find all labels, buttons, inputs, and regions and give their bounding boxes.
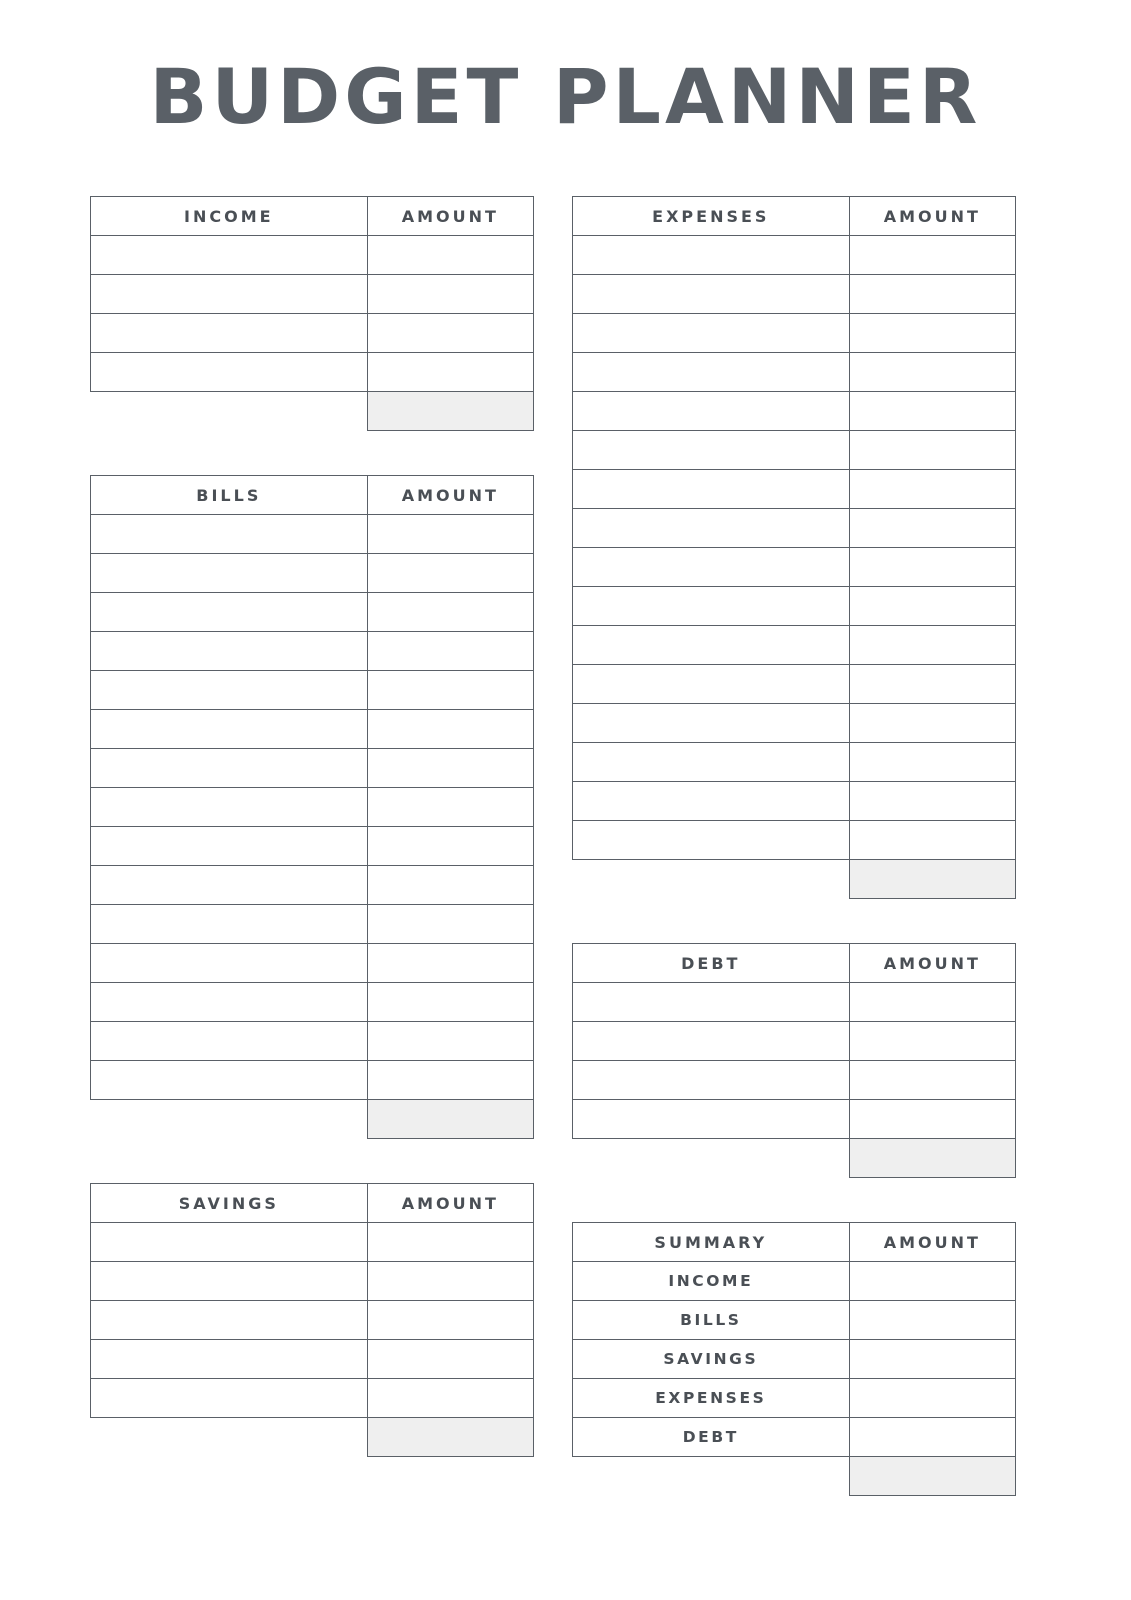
- right-column: [572, 196, 1016, 1496]
- expenses-row-amount[interactable]: [849, 470, 1015, 509]
- table-row: [573, 665, 1016, 704]
- spacer-debt-summary: [572, 1178, 1016, 1222]
- table-row: [573, 1418, 1016, 1457]
- table-row: [91, 788, 534, 827]
- expenses-row-label[interactable]: [573, 821, 850, 860]
- summary-total-amount[interactable]: [849, 1457, 1015, 1496]
- bills-row-label[interactable]: [91, 749, 368, 788]
- bills-row-label[interactable]: [91, 593, 368, 632]
- table-row: [91, 827, 534, 866]
- table-row: [91, 1022, 534, 1061]
- summary-row-amount[interactable]: [849, 1301, 1015, 1340]
- summary-header-row: [573, 1223, 1016, 1262]
- table-row: [91, 1340, 534, 1379]
- table-row: [91, 314, 534, 353]
- bills-row-label[interactable]: [91, 710, 368, 749]
- bills-row-amount[interactable]: [367, 671, 533, 710]
- income-body: [91, 236, 534, 431]
- table-row: [91, 275, 534, 314]
- income-total-amount[interactable]: [367, 392, 533, 431]
- savings-body: [91, 1223, 534, 1457]
- bills-row-label[interactable]: [91, 554, 368, 593]
- table-row: [573, 782, 1016, 821]
- table-row: [573, 1379, 1016, 1418]
- income-header-label: INCOME: [91, 197, 368, 236]
- bills-row-amount[interactable]: [367, 554, 533, 593]
- table-row: [573, 743, 1016, 782]
- table-row: [91, 554, 534, 593]
- expenses-header-amount: AMOUNT: [849, 197, 1015, 236]
- bills-header-amount: AMOUNT: [367, 476, 533, 515]
- expenses-row-label[interactable]: [573, 782, 850, 821]
- table-row: [91, 905, 534, 944]
- savings-total-amount[interactable]: [367, 1418, 533, 1457]
- savings-header-amount: AMOUNT: [367, 1184, 533, 1223]
- summary-row-label[interactable]: EXPENSES: [573, 1379, 850, 1418]
- expenses-header-row: [573, 197, 1016, 236]
- bills-row-label[interactable]: [91, 866, 368, 905]
- expenses-row-amount[interactable]: [849, 509, 1015, 548]
- summary-row-label[interactable]: BILLS: [573, 1301, 850, 1340]
- summary-row-amount[interactable]: [849, 1379, 1015, 1418]
- savings-row-amount[interactable]: [367, 1262, 533, 1301]
- table-row: [573, 353, 1016, 392]
- bills-total-spacer: [91, 1100, 368, 1139]
- table-row: [573, 431, 1016, 470]
- summary-total-row: [573, 1457, 1016, 1496]
- table-row: [91, 983, 534, 1022]
- bills-row-amount[interactable]: [367, 1061, 533, 1100]
- expenses-row-amount[interactable]: [849, 587, 1015, 626]
- bills-row-amount[interactable]: [367, 1022, 533, 1061]
- savings-row-amount[interactable]: [367, 1301, 533, 1340]
- expenses-row-label[interactable]: [573, 665, 850, 704]
- table-row: [573, 314, 1016, 353]
- expenses-row-amount[interactable]: [849, 314, 1015, 353]
- debt-row-label[interactable]: [573, 1100, 850, 1139]
- table-row: [91, 236, 534, 275]
- table-row: [573, 1100, 1016, 1139]
- expenses-row-amount[interactable]: [849, 236, 1015, 275]
- expenses-row-label[interactable]: [573, 353, 850, 392]
- table-row: [573, 626, 1016, 665]
- expenses-row-amount[interactable]: [849, 431, 1015, 470]
- debt-table: [572, 943, 1016, 1178]
- bills-table: [90, 475, 534, 1139]
- table-row: [91, 749, 534, 788]
- summary-header-amount: AMOUNT: [849, 1223, 1015, 1262]
- table-row: [573, 1340, 1016, 1379]
- income-row-amount[interactable]: [367, 353, 533, 392]
- debt-header-label: DEBT: [573, 944, 850, 983]
- income-row-label[interactable]: [91, 353, 368, 392]
- table-row: [573, 1022, 1016, 1061]
- debt-header-amount: AMOUNT: [849, 944, 1015, 983]
- expenses-row-label[interactable]: [573, 509, 850, 548]
- debt-row-label[interactable]: [573, 983, 850, 1022]
- savings-row-label[interactable]: [91, 1262, 368, 1301]
- debt-row-amount[interactable]: [849, 1061, 1015, 1100]
- bills-row-amount[interactable]: [367, 788, 533, 827]
- savings-row-label[interactable]: [91, 1301, 368, 1340]
- debt-body: [573, 983, 1016, 1178]
- bills-row-label[interactable]: [91, 827, 368, 866]
- expenses-total-row: [573, 860, 1016, 899]
- bills-row-label[interactable]: [91, 905, 368, 944]
- savings-header-label: SAVINGS: [91, 1184, 368, 1223]
- expenses-row-label[interactable]: [573, 704, 850, 743]
- expenses-row-amount[interactable]: [849, 704, 1015, 743]
- expenses-body: [573, 236, 1016, 899]
- bills-row-label[interactable]: [91, 632, 368, 671]
- summary-table: [572, 1222, 1016, 1496]
- table-row: [91, 671, 534, 710]
- savings-table: [90, 1183, 534, 1457]
- table-row: [573, 1061, 1016, 1100]
- summary-total-spacer: [573, 1457, 850, 1496]
- expenses-row-label[interactable]: [573, 743, 850, 782]
- bills-block: [90, 475, 534, 1139]
- debt-header-row: [573, 944, 1016, 983]
- expenses-row-label[interactable]: [573, 275, 850, 314]
- expenses-header-label: EXPENSES: [573, 197, 850, 236]
- table-row: [573, 470, 1016, 509]
- expenses-row-amount[interactable]: [849, 275, 1015, 314]
- expenses-row-label[interactable]: [573, 470, 850, 509]
- table-row: [91, 1262, 534, 1301]
- table-row: [91, 1061, 534, 1100]
- expenses-table: [572, 196, 1016, 899]
- summary-block: [572, 1222, 1016, 1496]
- bills-row-amount[interactable]: [367, 593, 533, 632]
- summary-row-label[interactable]: SAVINGS: [573, 1340, 850, 1379]
- income-row-label[interactable]: [91, 314, 368, 353]
- summary-row-label[interactable]: INCOME: [573, 1262, 850, 1301]
- table-row: [91, 632, 534, 671]
- income-row-label[interactable]: [91, 275, 368, 314]
- expenses-row-amount[interactable]: [849, 743, 1015, 782]
- table-row: [573, 275, 1016, 314]
- savings-row-amount[interactable]: [367, 1340, 533, 1379]
- bills-row-label[interactable]: [91, 1022, 368, 1061]
- summary-row-label[interactable]: DEBT: [573, 1418, 850, 1457]
- expenses-row-label[interactable]: [573, 587, 850, 626]
- savings-row-label[interactable]: [91, 1340, 368, 1379]
- income-block: [90, 196, 534, 431]
- bills-row-label[interactable]: [91, 983, 368, 1022]
- table-row: [573, 1301, 1016, 1340]
- table-row: [573, 704, 1016, 743]
- expenses-row-label[interactable]: [573, 548, 850, 587]
- savings-row-amount[interactable]: [367, 1379, 533, 1418]
- debt-row-label[interactable]: [573, 1061, 850, 1100]
- savings-block: [90, 1183, 534, 1457]
- spacer-bills-savings: [90, 1139, 534, 1183]
- expenses-row-amount[interactable]: [849, 665, 1015, 704]
- bills-row-amount[interactable]: [367, 632, 533, 671]
- debt-total-amount[interactable]: [849, 1139, 1015, 1178]
- page-title: BUDGET PLANNER: [149, 52, 982, 141]
- table-row: [91, 1301, 534, 1340]
- bills-row-label[interactable]: [91, 671, 368, 710]
- table-row: [91, 1223, 534, 1262]
- table-row: [91, 1379, 534, 1418]
- bills-row-amount[interactable]: [367, 749, 533, 788]
- savings-header-row: [91, 1184, 534, 1223]
- summary-header-label: SUMMARY: [573, 1223, 850, 1262]
- debt-row-amount[interactable]: [849, 1022, 1015, 1061]
- income-header-row: [91, 197, 534, 236]
- table-row: [91, 515, 534, 554]
- left-column: [90, 196, 534, 1457]
- expenses-row-label[interactable]: [573, 431, 850, 470]
- debt-row-label[interactable]: [573, 1022, 850, 1061]
- debt-row-amount[interactable]: [849, 1100, 1015, 1139]
- bills-header-row: [91, 476, 534, 515]
- income-row-amount[interactable]: [367, 275, 533, 314]
- expenses-row-amount[interactable]: [849, 353, 1015, 392]
- bills-row-amount[interactable]: [367, 827, 533, 866]
- summary-body: [573, 1262, 1016, 1496]
- bills-total-row: [91, 1100, 534, 1139]
- savings-total-spacer: [91, 1418, 368, 1457]
- income-row-label[interactable]: [91, 236, 368, 275]
- bills-row-amount[interactable]: [367, 944, 533, 983]
- bills-row-label[interactable]: [91, 944, 368, 983]
- bills-row-label[interactable]: [91, 1061, 368, 1100]
- table-row: [91, 593, 534, 632]
- table-row: [91, 866, 534, 905]
- bills-row-amount[interactable]: [367, 515, 533, 554]
- table-row: [573, 587, 1016, 626]
- income-row-amount[interactable]: [367, 314, 533, 353]
- expenses-total-amount[interactable]: [849, 860, 1015, 899]
- savings-row-label[interactable]: [91, 1223, 368, 1262]
- bills-header-label: BILLS: [91, 476, 368, 515]
- bills-row-label[interactable]: [91, 515, 368, 554]
- income-table: [90, 196, 534, 431]
- expenses-row-amount[interactable]: [849, 392, 1015, 431]
- bills-row-amount[interactable]: [367, 905, 533, 944]
- expenses-row-amount[interactable]: [849, 626, 1015, 665]
- summary-row-amount[interactable]: [849, 1340, 1015, 1379]
- bills-total-amount[interactable]: [367, 1100, 533, 1139]
- debt-total-row: [573, 1139, 1016, 1178]
- table-row: [573, 1262, 1016, 1301]
- savings-total-row: [91, 1418, 534, 1457]
- expenses-row-label[interactable]: [573, 314, 850, 353]
- expenses-total-spacer: [573, 860, 850, 899]
- bills-row-amount[interactable]: [367, 710, 533, 749]
- expenses-block: [572, 196, 1016, 899]
- bills-row-label[interactable]: [91, 788, 368, 827]
- income-row-amount[interactable]: [367, 236, 533, 275]
- spacer-expenses-debt: [572, 899, 1016, 943]
- debt-block: [572, 943, 1016, 1178]
- expenses-row-amount[interactable]: [849, 548, 1015, 587]
- table-row: [91, 944, 534, 983]
- savings-row-amount[interactable]: [367, 1223, 533, 1262]
- bills-row-amount[interactable]: [367, 983, 533, 1022]
- expenses-row-label[interactable]: [573, 626, 850, 665]
- summary-row-amount[interactable]: [849, 1418, 1015, 1457]
- debt-total-spacer: [573, 1139, 850, 1178]
- summary-row-amount[interactable]: [849, 1262, 1015, 1301]
- bills-body: [91, 515, 534, 1139]
- table-row: [573, 392, 1016, 431]
- debt-row-amount[interactable]: [849, 983, 1015, 1022]
- table-row: [91, 710, 534, 749]
- table-row: [573, 548, 1016, 587]
- savings-row-label[interactable]: [91, 1379, 368, 1418]
- income-total-row: [91, 392, 534, 431]
- income-total-spacer: [91, 392, 368, 431]
- expenses-row-amount[interactable]: [849, 782, 1015, 821]
- table-row: [573, 983, 1016, 1022]
- table-row: [573, 821, 1016, 860]
- expenses-row-amount[interactable]: [849, 821, 1015, 860]
- income-header-amount: AMOUNT: [367, 197, 533, 236]
- table-row: [91, 353, 534, 392]
- expenses-row-label[interactable]: [573, 392, 850, 431]
- table-row: [573, 236, 1016, 275]
- expenses-row-label[interactable]: [573, 236, 850, 275]
- table-row: [573, 509, 1016, 548]
- spacer-income-bills: [90, 431, 534, 475]
- bills-row-amount[interactable]: [367, 866, 533, 905]
